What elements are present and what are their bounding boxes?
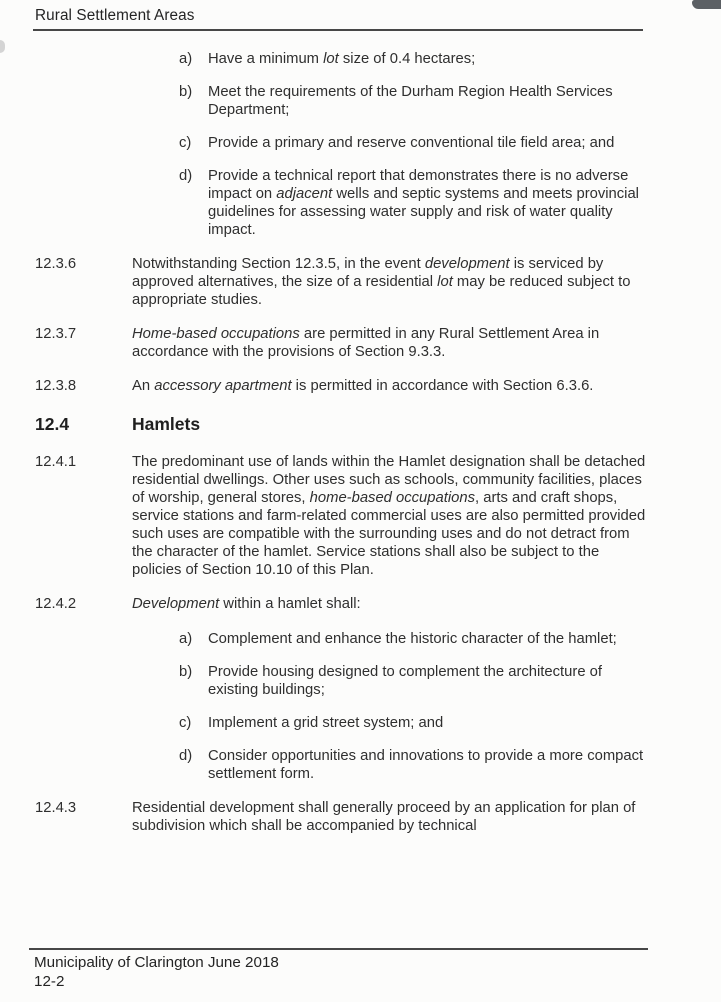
list-item-label: a) xyxy=(179,631,193,647)
italic-term: lot xyxy=(323,51,339,67)
list-item-label: d) xyxy=(179,748,193,764)
italic-term: lot xyxy=(437,274,453,290)
clause-text xyxy=(132,255,646,309)
text-run: is serviced by approved alternatives, the size of a residential xyxy=(132,256,604,290)
list-item xyxy=(179,714,646,732)
clause xyxy=(35,453,646,579)
header-rule xyxy=(33,29,643,31)
clause-number: 12.3.7 xyxy=(35,326,77,342)
section-heading xyxy=(35,414,646,435)
text-run: Notwithstanding Section 12.3.5, in the event xyxy=(132,256,425,272)
list-item-label: b) xyxy=(179,664,193,680)
clause-number xyxy=(35,50,132,239)
text-run: Residential development shall generally proceed by an application for plan of subdivision which shall be accompanied by technical xyxy=(132,800,636,834)
overlay-button-fragment[interactable] xyxy=(692,0,721,9)
text-run: Provide a primary and reserve conventional tile field area; and xyxy=(208,135,615,151)
text-run: Consider opportunities and innovations to provide a more compact settlement form. xyxy=(208,748,644,782)
text-run: may be reduced subject to appropriate studies. xyxy=(132,274,631,308)
clause-body xyxy=(132,799,646,835)
text-run: wells and septic systems and meets provincial guidelines for assessing water supply and risk of water quality impact. xyxy=(208,186,639,238)
header-title: Rural Settlement Areas xyxy=(35,7,195,24)
text-run: Complement and enhance the historic character of the hamlet; xyxy=(208,631,617,647)
clause xyxy=(35,595,646,783)
clause-number: 12.3.6 xyxy=(35,256,77,272)
italic-term: Development xyxy=(132,596,220,612)
clause-body xyxy=(132,377,646,395)
clause-text xyxy=(132,595,646,613)
text-run: An xyxy=(132,378,155,394)
text-run: Provide a technical report that demonstrates there is no adverse impact on xyxy=(208,168,629,202)
text-run: , arts and craft shops, service stations and farm-related commercial uses are also permitted provided such uses are compatible with the surrounding uses and do not detract from the character of the hamlet. Service stations shall also be subject to the policies of Section 10.10 of this Plan. xyxy=(132,490,646,578)
text-run: is permitted in accordance with Section 6.3.6. xyxy=(291,378,594,394)
edge-handle xyxy=(0,40,5,53)
clause-number: 12.4.3 xyxy=(35,800,77,816)
text-run: Implement a grid street system; and xyxy=(208,715,444,731)
list-item xyxy=(179,134,646,152)
clause-text xyxy=(132,799,646,835)
text-run: are permitted in any Rural Settlement Area in accordance with the provisions of Section 9.3.3. xyxy=(132,326,600,360)
sub-list xyxy=(132,50,646,239)
text-run: Provide housing designed to complement the architecture of existing buildings; xyxy=(208,664,602,698)
list-item xyxy=(179,50,646,68)
clause-body xyxy=(132,453,646,579)
clause xyxy=(35,799,646,835)
clause-body xyxy=(132,595,646,783)
clause-number: 12.4.2 xyxy=(35,596,77,612)
list-item xyxy=(179,83,646,119)
clause-text xyxy=(132,377,646,395)
clause xyxy=(35,255,646,309)
footer-publisher: Municipality of Clarington June 2018 xyxy=(34,954,279,971)
list-item-label: b) xyxy=(179,84,193,100)
list-item-label: d) xyxy=(179,168,193,184)
list-item xyxy=(179,167,646,239)
list-item-text xyxy=(208,663,646,699)
clause-number: 12.3.8 xyxy=(35,378,77,394)
italic-term: Home-based occupations xyxy=(132,326,300,342)
list-item-text xyxy=(208,83,646,119)
list-item-label: c) xyxy=(179,715,192,731)
clause-body xyxy=(132,325,646,361)
text-run: within a hamlet shall: xyxy=(219,596,361,612)
document-body xyxy=(35,50,646,835)
list-item-text xyxy=(208,630,646,648)
list-item-text xyxy=(208,714,646,732)
text-run: Meet the requirements of the Durham Region Health Services Department; xyxy=(208,84,613,118)
page-footer xyxy=(29,948,649,991)
clause-body xyxy=(132,50,646,239)
clause xyxy=(35,377,646,395)
list-item xyxy=(179,663,646,699)
list-item-text xyxy=(208,50,646,68)
clause-number: 12.4.1 xyxy=(35,454,77,470)
clause-body xyxy=(132,255,646,309)
italic-term: adjacent xyxy=(276,186,333,202)
footer-page-number: 12-2 xyxy=(34,973,65,990)
list-item xyxy=(179,747,646,783)
clause xyxy=(35,325,646,361)
clause-text xyxy=(132,453,646,579)
italic-term: accessory apartment xyxy=(154,378,292,394)
page-header xyxy=(0,0,721,31)
list-item-label: a) xyxy=(179,51,193,67)
list-item-text xyxy=(208,167,646,239)
italic-term: home-based occupations xyxy=(309,490,475,506)
italic-term: development xyxy=(424,256,510,272)
sub-list xyxy=(132,630,646,783)
list-item xyxy=(179,630,646,648)
section-heading-title: Hamlets xyxy=(132,414,201,434)
list-item-text xyxy=(208,747,646,783)
section-heading-number: 12.4 xyxy=(35,414,70,434)
list-item-label: c) xyxy=(179,135,192,151)
footer-rule xyxy=(29,948,648,950)
text-run: size of 0.4 hectares; xyxy=(338,51,476,67)
clause-text xyxy=(132,325,646,361)
list-item-text xyxy=(208,134,646,152)
text-run: The predominant use of lands within the Hamlet designation shall be detached residential dwellings. Other uses such as schools, community facilities, places of worship, general stores, xyxy=(132,454,646,506)
sub-item-group xyxy=(35,50,646,239)
text-run: Have a minimum xyxy=(208,51,324,67)
